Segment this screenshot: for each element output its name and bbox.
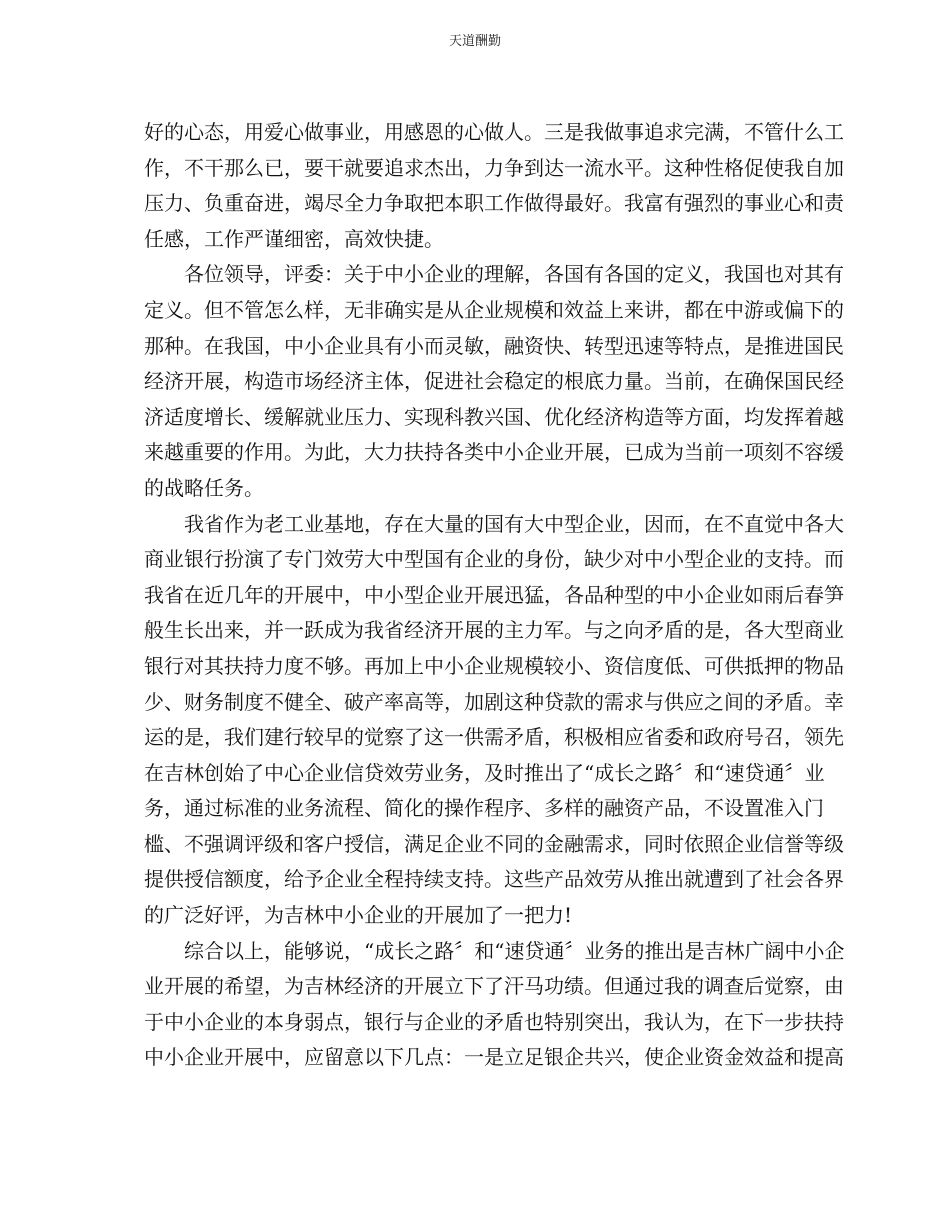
text-line: 来越重要的作用。为此，大力扶持各类中小企业开展，已成为当前一项刻不容缓 (144, 440, 844, 465)
document-body (144, 115, 845, 1076)
text-line: 济适度增长、缓解就业压力、实现科教兴国、优化经济构造等方面，均发挥着越 (144, 404, 844, 429)
text-line: 我省作为老工业基地，存在大量的国有大中型企业，因而，在不直觉中各大 (184, 511, 844, 536)
page-header: 天道酬勤 (448, 34, 501, 49)
text-line: 中小企业开展中，应留意以下几点：一是立足银企共兴，使企业资金效益和提高 (144, 1045, 844, 1070)
text-line: 在吉林创始了中心企业信贷效劳业务，及时推出了“成长之路〞和“速贷通〞业 (144, 760, 825, 785)
text-line: 压力、负重奋进，竭尽全力争取把本职工作做得最好。我富有强烈的事业心和责 (144, 191, 844, 216)
text-line: 提供授信额度，给予企业全程持续支持。这些产品效劳从推出就遭到了社会各界 (144, 867, 844, 892)
text-line: 经济开展，构造市场经济主体，促进社会稳定的根底力量。当前，在确保国民经 (144, 369, 844, 394)
text-line: 那种。在我国，中小企业具有小而灵敏，融资快、转型迅速等特点，是推进国民 (144, 333, 844, 358)
text-line: 于中小企业的本身弱点，银行与企业的矛盾也特别突出，我认为，在下一步扶持 (144, 1009, 844, 1034)
text-line: 好的心态，用爱心做事业，用感恩的心做人。三是我做事追求完满，不管什么工 (144, 120, 844, 144)
text-line: 银行对其扶持力度不够。再加上中小企业规模较小、资信度低、可供抵押的物品 (144, 653, 844, 678)
text-line: 槛、不强调评级和客户授信，满足企业不同的金融需求，同时依照企业信誉等级 (144, 831, 844, 856)
text-line: 少、财务制度不健全、破产率高等，加剧这种贷款的需求与供应之间的矛盾。幸 (144, 689, 844, 714)
text-line: 务，通过标准的业务流程、简化的操作程序、多样的融资产品，不设置准入门 (144, 796, 824, 821)
text-line: 我省在近几年的开展中，中小型企业开展迅猛，各品种型的中小企业如雨后春笋 (144, 582, 844, 607)
text-line: 的广泛好评，为吉林中小企业的开展加了一把力! (144, 903, 573, 928)
text-line: 任感，工作严谨细密，高效快捷。 (144, 226, 444, 251)
text-line: 般生长出来，并一跃成为我省经济开展的主力军。与之向矛盾的是，各大型商业 (144, 618, 844, 643)
text-line: 作，不干那么已，要干就要追求杰出，力争到达一流水平。这种性格促使我自加 (144, 155, 844, 180)
text-line: 综合以上，能够说，“成长之路〞和“速贷通〞业务的推出是吉林广阔中小企 (184, 938, 845, 963)
text-line: 定义。但不管怎么样，无非确实是从企业规模和效益上来讲，都在中游或偏下的 (144, 297, 844, 322)
text-line: 业开展的希望，为吉林经济的开展立下了汗马功绩。但通过我的调查后觉察，由 (144, 974, 844, 999)
text-line: 的战略任务。 (144, 475, 264, 500)
text-line: 各位领导，评委：关于中小企业的理解，各国有各国的定义，我国也对其有 (184, 262, 844, 287)
text-line: 运的是，我们建行较早的觉察了这一供需矛盾，积极相应省委和政府号召，领先 (144, 725, 844, 750)
text-line: 商业银行扮演了专门效劳大中型国有企业的身份，缺少对中小型企业的支持。而 (144, 547, 844, 572)
